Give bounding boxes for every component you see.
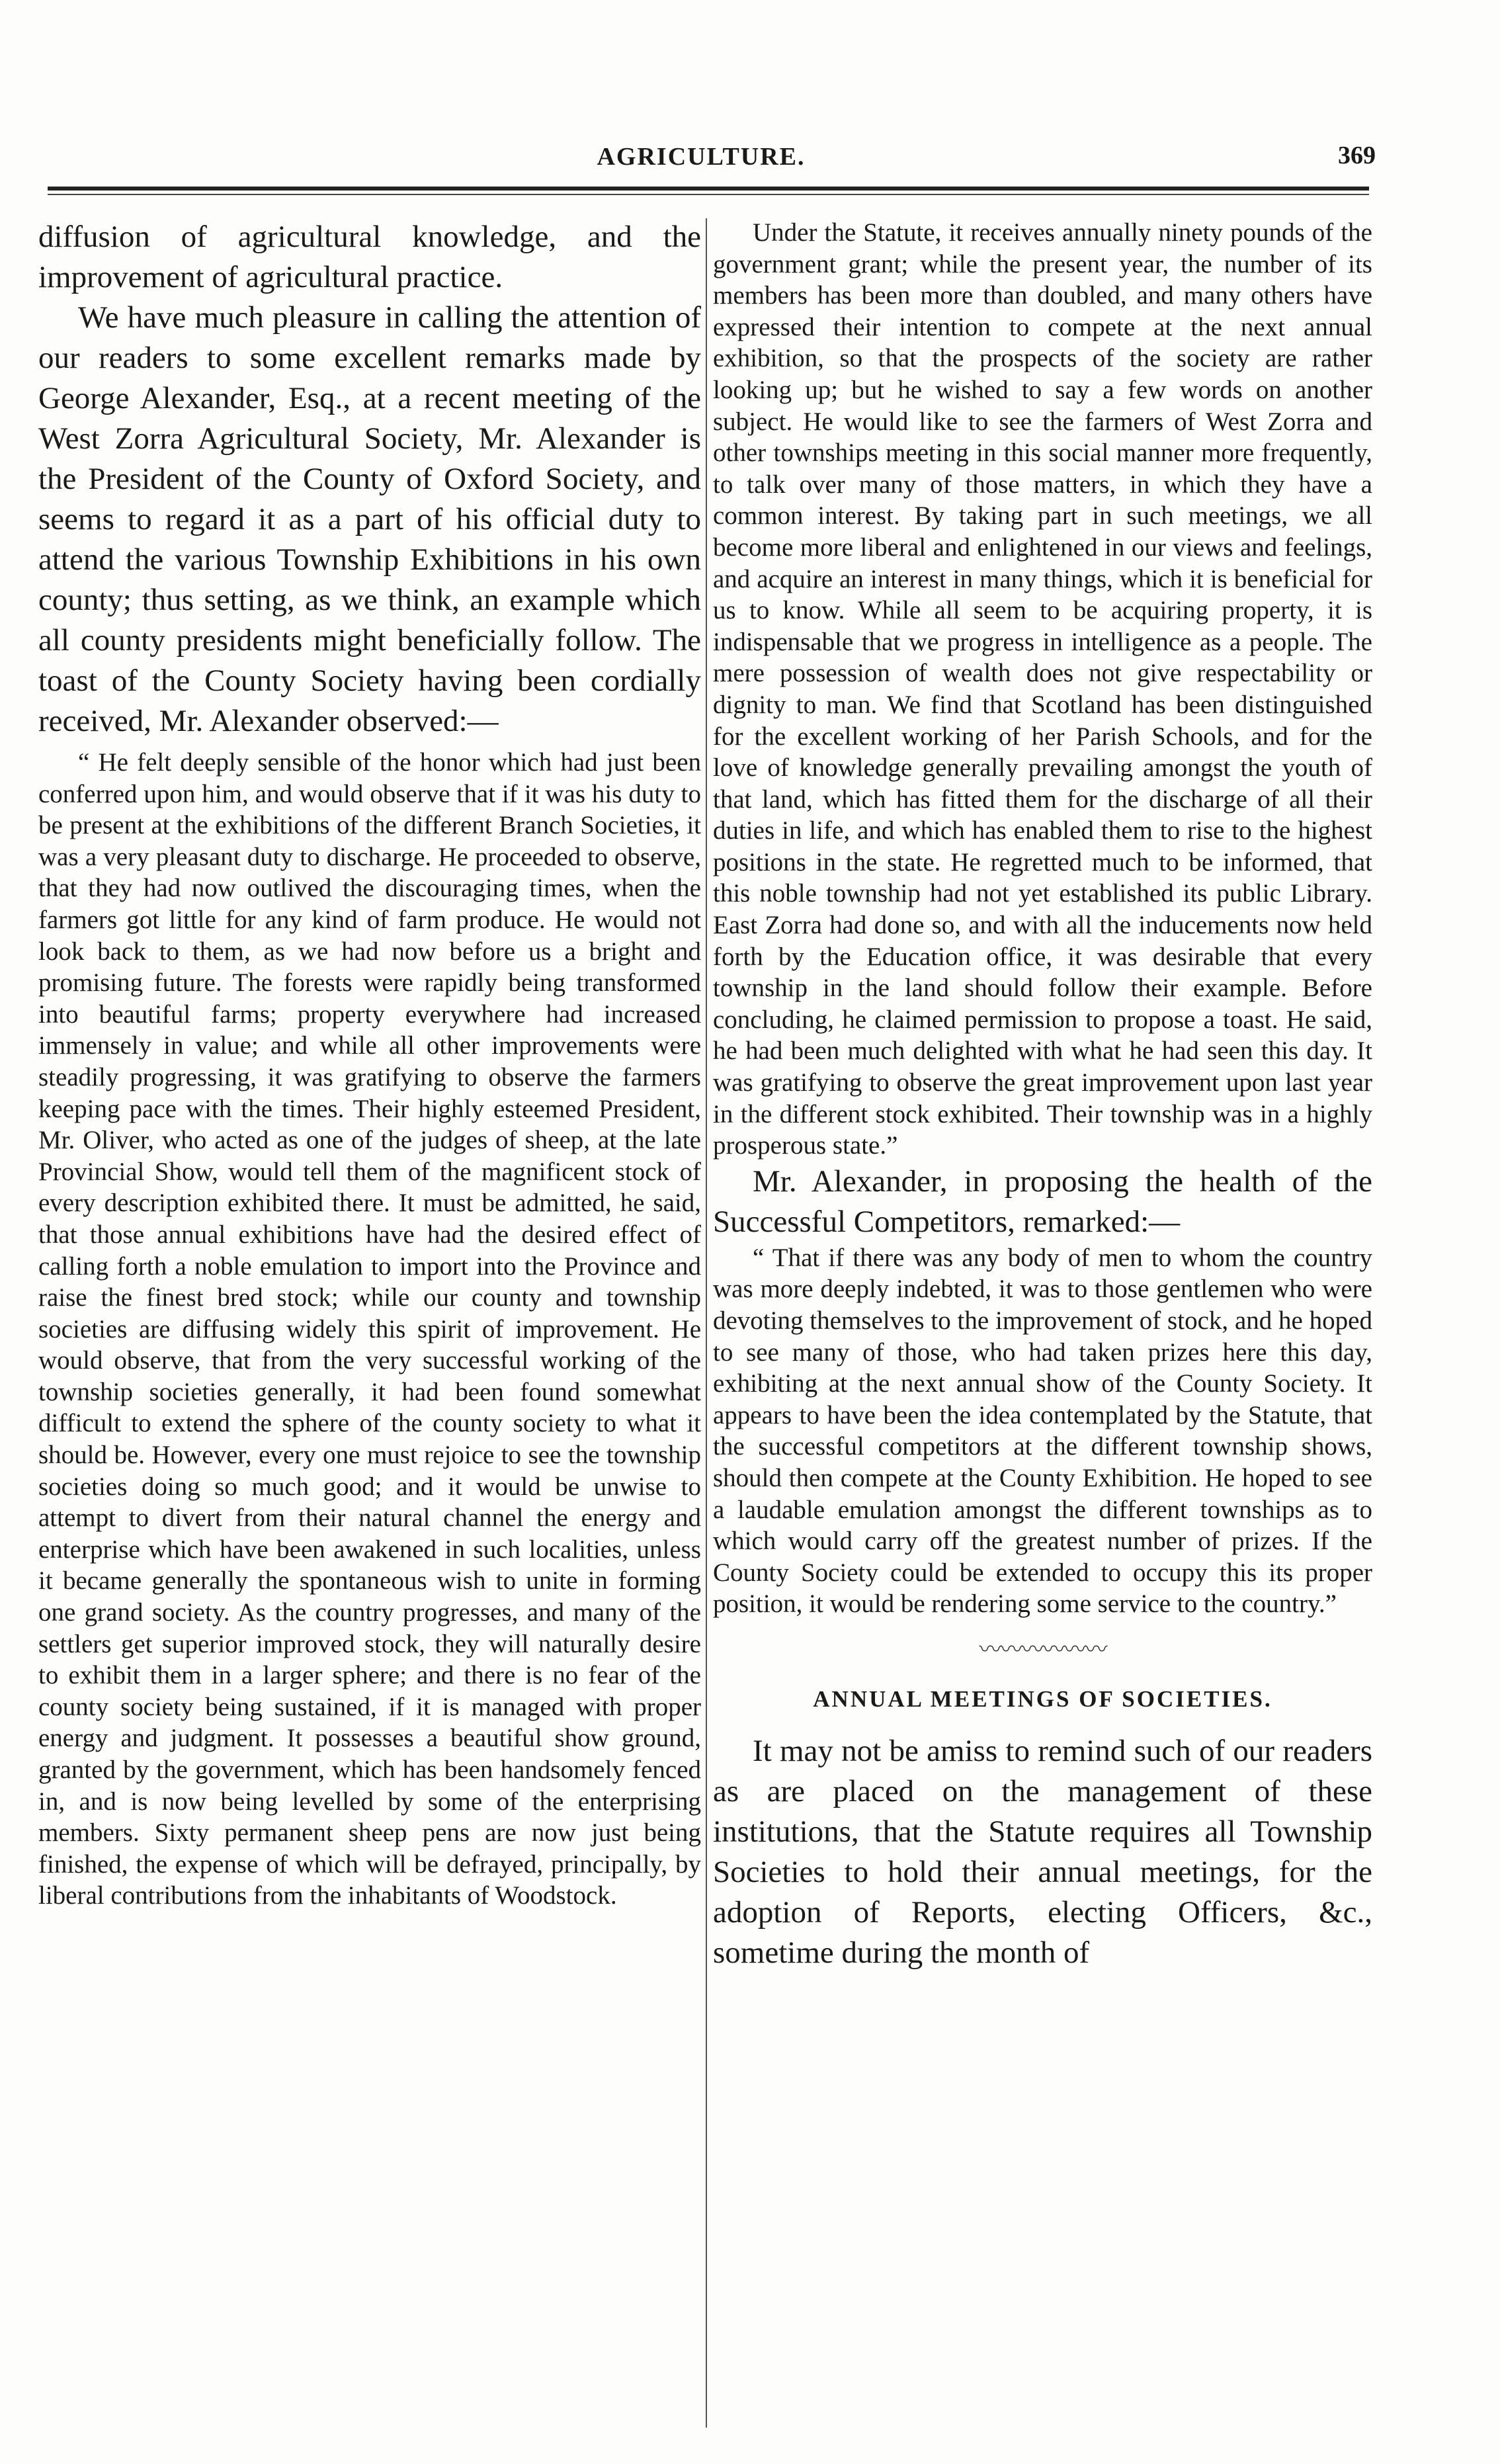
running-title: AGRICULTURE. xyxy=(597,143,806,171)
right-column xyxy=(713,217,1372,1973)
left-column xyxy=(38,217,701,1912)
column-divider xyxy=(706,218,707,2428)
section-heading: ANNUAL MEETINGS OF SOCIETIES. xyxy=(813,1685,1272,1712)
header-rule-thin xyxy=(48,194,1369,195)
running-head xyxy=(40,142,1376,182)
left-paragraph-quote: “ He felt deeply sensible of the honor which had just been conferred upon him, and would observe that if it was his duty to be present at the exhibitions of the different Branch Societies, it was a very pleasant duty to discharge. He proceeded to observe, that they had now outlived the discouraging times, when the farmers got little for any kind of farm produce. He would not look back to them, as we had now before us a bright and promising future. The forests were rapidly being transformed into beautiful farms; property everywhere had increased immensely in value; and while all other improvements were steadily progressing, it was gratifying to observe the farmers keeping pace with the times. Their highly esteemed President, Mr. Oliver, who acted as one of the judges of sheep, at the late Provincial Show, would tell them of the magnificent stock of every description exhibited there. It must be admitted, he said, that those annual exhibitions have had the desired effect of calling forth a noble emulation to import into the Province and raise the finest bred stock; while our county and township societies are diffusing widely this spirit of improvement. He would observe, that from the very successful working of the township societies generally, it had been found somewhat difficult to extend the sphere of the county society to what it should be. However, every one must rejoice to see the township societies doing so much good; and it would be unwise to attempt to divert from their natural channel the energy and enterprise which have been awakened in such localities, unless it became generally the spontaneous wish to unite in forming one grand society. As the country progresses, and many of the settlers get superior improved stock, they will naturally desire to exhibit them in a larger sphere; and there is no fear of the county society being sustained, if it is managed with proper energy and judgment. It possesses a beautiful show ground, granted by the government, which has been handsomely fenced in, and is now being levelled by some of the enterprising members. Sixty permanent sheep pens are now just being finished, the expense of which will be defrayed, principally, by liberal contributions from the inhabitants of Woodstock. xyxy=(38,748,701,1910)
left-paragraph-intro: We have much pleasure in calling the attention of our readers to some excellent remarks made by George Alexander, Esq., at a recent meeting of the West Zorra Agricultural Society, Mr. Alexander is the President of the County of Oxford Society, and seems to regard it as a part of his official duty to attend the various Township Exhibitions in his own county; thus setting, as we think, an example which all county presidents might beneficially follow. The toast of the County Society having been cordially received, Mr. Alexander observed:— xyxy=(38,300,701,738)
section-divider: 〰〰〰〰〰〰 xyxy=(979,1637,1106,1662)
left-paragraph-continued: diffusion of agricultural knowledge, and the improvement of agricultural practice. xyxy=(38,220,701,294)
right-paragraph-annual-meetings: It may not be amiss to remind such of our readers as are placed on the management of these institutions, that the Statute requires all Township Societies to hold their annual meetings, for the adoption of Reports, electing Officers, &c., sometime during the month of xyxy=(713,1733,1372,1970)
right-paragraph-toast: Mr. Alexander, in proposing the health of the Successful Competitors, remarked:— xyxy=(713,1164,1372,1239)
page-number: 369 xyxy=(1338,142,1376,169)
header-rule xyxy=(48,187,1369,191)
right-paragraph-quote-end: Under the Statute, it receives annually ninety pounds of the government grant; while the present year, the number of its members has been more than doubled, and many others have expressed their intention to compete at the next annual exhibition, so that the prospects of the society are rather looking up; but he wished to say a few words on another subject. He would like to see the farmers of West Zorra and other townships meeting in this social manner more frequently, to talk over many of those matters, in which they have a common interest. By taking part in such meetings, we all become more liberal and enlightened in our views and feelings, and acquire an interest in many things, which it is beneficial for us to know. While all seem to be acquiring property, it is indispensable that we progress in intelligence as a people. The mere possession of wealth does not give respectability or dignity to man. We find that Scotland has been distinguished for the excellent working of her Parish Schools, and for the love of knowledge generally prevailing amongst the youth of that land, which has fitted them for the discharge of all their duties in life, and which has enabled them to rise to the highest positions in the state. He regretted much to be informed, that this noble township had not yet established its public Library. East Zorra had done so, and with all the inducements now held forth by the Education office, it was desirable that every township in the land should follow their example. Before concluding, he claimed permission to propose a toast. He said, he had been much delighted with what he had seen this day. It was gratifying to observe the great improvement upon last year in the different stock exhibited. Their township was in a highly prosperous state.” xyxy=(713,218,1372,1160)
right-paragraph-quote: “ That if there was any body of men to whom the country was more deeply indebted, it was to those gentlemen who were devoting themselves to the improvement of stock, and he hoped to see many of those, who had taken prizes here this day, exhibiting at the next annual show of the County Society. It appears to have been the idea contemplated by the Statute, that the successful competitors at the different township shows, should then compete at the County Exhibition. He hoped to see a laudable emulation amongst the different townships as to which would carry off the greatest number of prizes. If the County Society could be extended to occupy this its proper position, it would be rendering some service to the country.” xyxy=(713,1243,1372,1619)
